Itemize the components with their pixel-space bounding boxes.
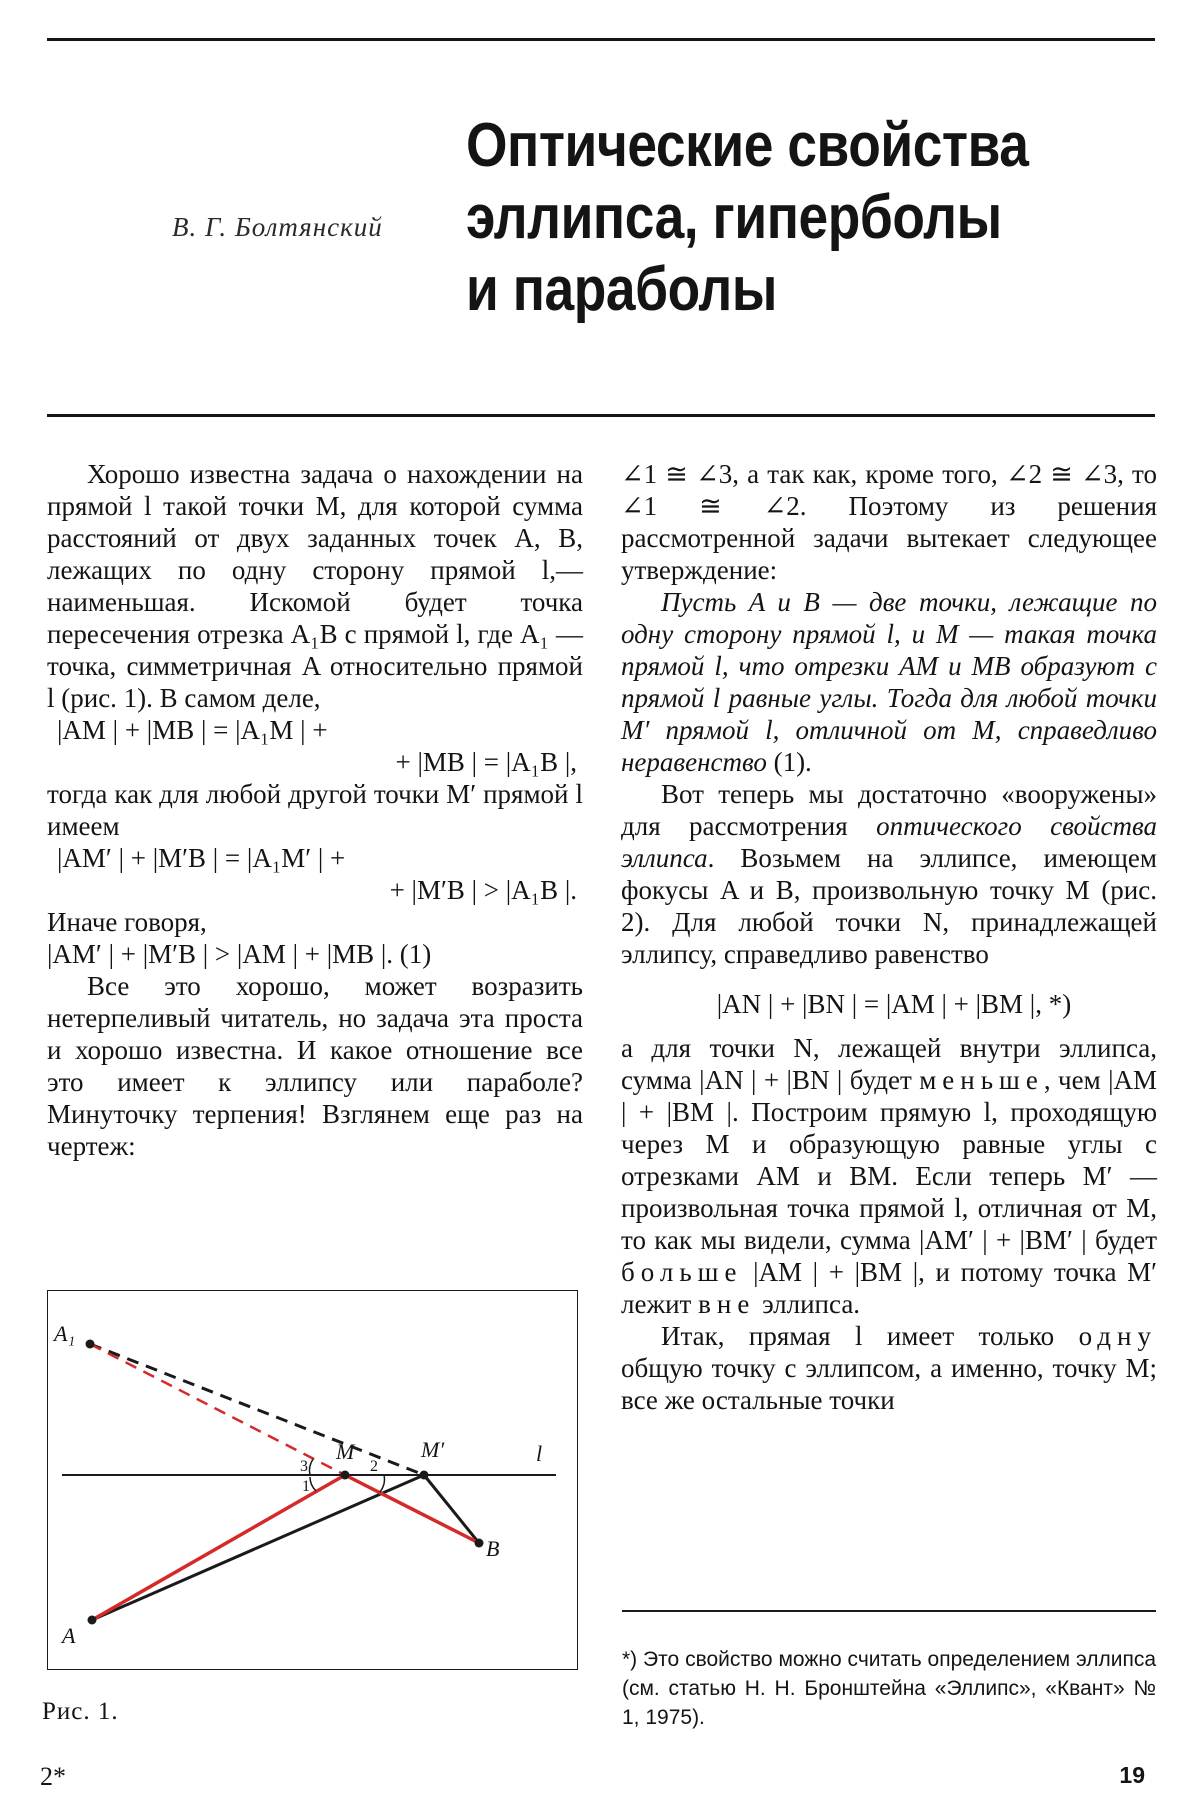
left-column (47, 458, 583, 1162)
point-a1 (86, 1340, 95, 1349)
dashed-a1-m (90, 1344, 345, 1475)
text-span: , чем |AM | + |BM |. Построим прямую l, проходящую через M и образующую равные углы с отрезками AM и BM. Если теперь M′ — произвольная точка прямой l, отличная от M, то как мы видели, сумма |AM′ | + |BM′ | будет (621, 1065, 1158, 1255)
text-span: общую точку с эллипсом, а именно, точку M; все же остальные точки (621, 1353, 1157, 1415)
paragraph: ∠1 ≅ ∠3, а так как, кроме того, ∠2 ≅ ∠3, то ∠1 ≅ ∠2. Поэтому из решения рассмотренной задачи вытекает следующее утверждение: (621, 459, 1157, 585)
paragraph (621, 778, 1157, 970)
angle-1-arc (310, 1477, 316, 1491)
text-span: . Возьмем на эллипсе, имеющем фокусы A и B, произвольную точку M (рис. 2). Для любой точки N, принадлежащей эллипсу, справедливо равенство (621, 843, 1157, 969)
formula: + |M′B | > |A₁B |. (389, 875, 577, 905)
formula: |AM′ | + |M′B | = |A₁M′ | + (57, 843, 346, 873)
paragraph (621, 1320, 1157, 1416)
figure-1-drawing (48, 1291, 576, 1668)
figure-caption: Рис. 1. (42, 1698, 119, 1725)
segment-m-b (345, 1475, 479, 1543)
paragraph: Хорошо известна задача о нахождении на прямой l такой точки M, для которой сумма расстояний от двух заданных точек A, B, лежащих по одну сторону прямой l,— наименьшая. Искомой будет точка пересечения отрезка A₁B с прямой l, где A₁ — точка, симметричная A относительно прямой l (рис. 1). В самом деле, (47, 459, 583, 713)
text-span: |AM | + |BM |, и потому точка M′ лежит (621, 1257, 1157, 1319)
label-b: B (486, 1536, 500, 1561)
theorem-text: Пусть A и B — две точки, лежащие по одну сторону прямой l, и M — такая точка прямой l, что отрезки AM и MB образуют с прямой l равные углы. Тогда для любой точки M′ прямой l, отличной от M, справедливо неравенство (621, 587, 1157, 777)
segment-a-m-prime (92, 1475, 424, 1620)
segment-a-m (92, 1475, 345, 1620)
right-column (621, 458, 1157, 1416)
angle-3-arc (309, 1459, 313, 1475)
label-angle-1: 1 (302, 1478, 310, 1495)
paragraph: Иначе говоря, (47, 907, 207, 937)
title-line-3: и параболы (466, 255, 777, 324)
paragraph: тогда как для любой другой точки M′ прямой l имеем (47, 779, 583, 841)
text-span: Итак, прямая l имеет только (661, 1321, 1079, 1351)
text-span: эллипса. (755, 1289, 861, 1319)
spaced-emphasis: одну (1078, 1321, 1157, 1351)
label-angle-2: 2 (370, 1458, 378, 1475)
footnote-rule (622, 1610, 1156, 1612)
paragraph: Все это хорошо, может возразить нетерпеливый читатель, но задача эта проста и хорошо известна. И какое отношение все это имеет к эллипсу или параболе? Минуточку терпения! Взглянем еще раз на чертеж: (47, 971, 583, 1161)
formula: |AM | + |MB | = |A₁M | + (57, 715, 328, 745)
formula-1: |AM′ | + |M′B | > |AM | + |MB |. (1) (47, 939, 432, 969)
title-line-1: Оптические свойства (466, 111, 1029, 180)
point-b (475, 1539, 484, 1548)
spaced-emphasis: больше (621, 1257, 743, 1287)
section-rule (47, 414, 1155, 417)
point-m-prime (420, 1471, 429, 1480)
theorem-paragraph (621, 586, 1157, 778)
label-m-prime: M′ (421, 1437, 445, 1462)
point-m (341, 1471, 350, 1480)
printer-signature: 2* (40, 1762, 66, 1791)
theorem-ref: (1). (766, 747, 812, 777)
label-m: M (336, 1439, 355, 1464)
label-angle-3: 3 (300, 1458, 308, 1475)
top-rule (47, 38, 1155, 41)
label-a1: A₁ (54, 1321, 76, 1346)
text-span: а для точки N, лежащей внутри эллипса, сумма |AN | + |BN | будет (621, 1033, 1157, 1095)
dashed-a1-m-prime (90, 1344, 424, 1475)
spaced-emphasis: вне (698, 1289, 756, 1319)
text-span: Вот теперь мы достаточно «вооружены» для рассмотрения (621, 779, 1157, 841)
spaced-emphasis: меньше (919, 1065, 1044, 1095)
formula: + |MB | = |A₁B |, (395, 747, 577, 777)
formula-equality: |AN | + |BN | = |AM | + |BM |, *) (716, 989, 1072, 1019)
footnote: *) Это свойство можно считать определением эллипса (см. статью Н. Н. Бронштейна «Эллипс», «Квант» № 1, 1975). (622, 1648, 1156, 1729)
figure-1 (47, 1290, 578, 1670)
emphasis: оптического свойства эллипса (621, 811, 1157, 873)
label-l: l (536, 1441, 543, 1466)
paragraph (621, 1032, 1157, 1320)
article-title (466, 110, 1029, 326)
segment-m-prime-b (424, 1475, 479, 1543)
point-a (88, 1616, 97, 1625)
author: В. Г. Болтянский (172, 212, 383, 242)
title-line-2: эллипса, гиперболы (466, 183, 1002, 252)
angle-2-arc (380, 1475, 385, 1492)
page-number: 19 (1119, 1762, 1145, 1788)
label-a: A (62, 1623, 76, 1648)
